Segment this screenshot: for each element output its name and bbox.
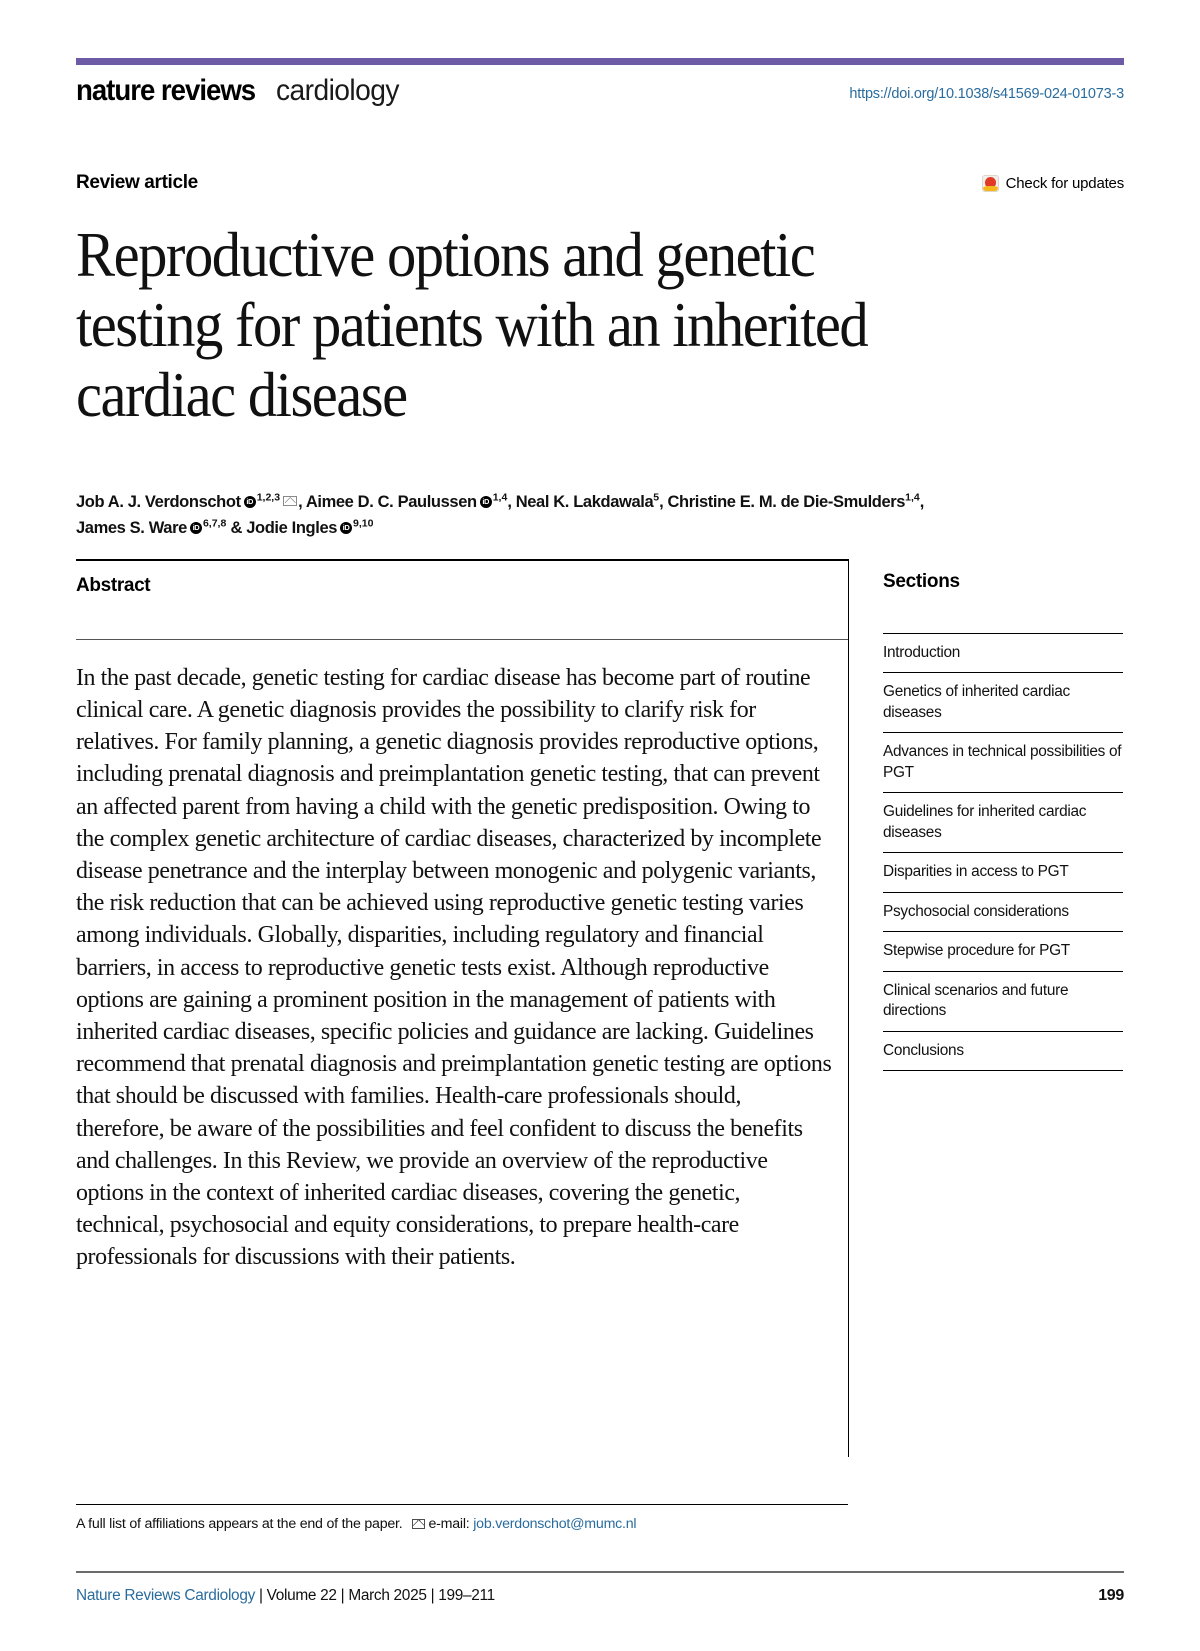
doi-link[interactable]: https://doi.org/10.1038/s41569-024-01073-3 bbox=[849, 86, 1124, 102]
envelope-icon[interactable] bbox=[283, 496, 297, 506]
section-link-advances[interactable]: Advances in technical possibilities of PGT bbox=[883, 732, 1123, 792]
orcid-icon[interactable] bbox=[340, 522, 352, 534]
affiliation-note-text: A full list of affiliations appears at the end of the paper. bbox=[76, 1516, 403, 1532]
author-affil-3: 5 bbox=[653, 491, 660, 504]
orcid-icon[interactable] bbox=[190, 522, 202, 534]
page-title: Reproductive options and genetic testing for patients with an inherited cardiac disease bbox=[76, 220, 868, 431]
sections-heading: Sections bbox=[883, 570, 960, 592]
check-for-updates-label: Check for updates bbox=[1005, 174, 1124, 192]
masthead-accent-rule bbox=[76, 58, 1124, 65]
author-affil-1: 1,2,3 bbox=[256, 491, 281, 504]
orcid-icon[interactable] bbox=[244, 496, 256, 508]
footer-citation bbox=[76, 1587, 495, 1605]
envelope-icon bbox=[412, 1519, 425, 1529]
author-sep-2: , Neal K. Lakdawala bbox=[507, 492, 654, 511]
section-link-guidelines[interactable]: Guidelines for inherited cardiac diseases bbox=[883, 792, 1123, 852]
section-link-disparities[interactable]: Disparities in access to PGT bbox=[883, 852, 1123, 891]
article-page bbox=[0, 58, 1200, 1651]
email-label: e-mail: bbox=[428, 1516, 470, 1532]
section-link-conclusions[interactable]: Conclusions bbox=[883, 1031, 1123, 1071]
author-name-5[interactable]: James S. Ware bbox=[76, 518, 187, 537]
author-name-1[interactable]: Job A. J. Verdonschot bbox=[76, 492, 241, 511]
section-link-stepwise[interactable]: Stepwise procedure for PGT bbox=[883, 931, 1123, 970]
page-footer bbox=[76, 1571, 1124, 1605]
abstract-top-rule bbox=[76, 559, 848, 561]
email-link[interactable]: job.verdonschot@mumc.nl bbox=[473, 1516, 637, 1532]
journal-logo-light: cardiology bbox=[275, 74, 399, 107]
masthead bbox=[76, 76, 1124, 106]
crossmark-icon bbox=[982, 175, 999, 192]
article-type-label: Review article bbox=[76, 172, 198, 193]
journal-logo bbox=[76, 76, 406, 106]
author-affil-6: 9,10 bbox=[353, 517, 374, 530]
journal-logo-bold: nature reviews bbox=[76, 74, 256, 107]
footer-row bbox=[76, 1587, 1124, 1605]
page-number: 199 bbox=[1098, 1586, 1124, 1604]
article-type-row bbox=[76, 172, 1124, 194]
section-link-introduction[interactable]: Introduction bbox=[883, 633, 1123, 672]
abstract-heading: Abstract bbox=[76, 574, 151, 596]
author-sep-4: , bbox=[919, 492, 924, 511]
orcid-icon[interactable] bbox=[480, 496, 492, 508]
footer-issue-meta: | Volume 22 | March 2025 | 199–211 bbox=[254, 1586, 495, 1604]
abstract-column bbox=[76, 559, 848, 1457]
section-link-genetics[interactable]: Genetics of inherited cardiac diseases bbox=[883, 672, 1123, 732]
article-body bbox=[76, 559, 1124, 1457]
abstract-divider-rule bbox=[76, 639, 848, 640]
section-link-psychosocial[interactable]: Psychosocial considerations bbox=[883, 892, 1123, 931]
author-sep-1: , Aimee D. C. Paulussen bbox=[298, 492, 477, 511]
sections-column bbox=[849, 559, 1124, 1457]
author-sep-3: , Christine E. M. de Die-Smulders bbox=[659, 492, 906, 511]
author-affil-4: 1,4 bbox=[905, 491, 920, 504]
author-affil-2: 1,4 bbox=[492, 491, 508, 504]
footer-rule bbox=[76, 1571, 1124, 1573]
affiliation-rule bbox=[76, 1504, 848, 1505]
section-link-clinical-scenarios[interactable]: Clinical scenarios and future directions bbox=[883, 971, 1123, 1031]
check-for-updates-button[interactable] bbox=[982, 175, 1124, 192]
abstract-text: In the past decade, genetic testing for cardiac disease has become part of routine clinical care. A genetic diagnosis provides the possibility to clarify risk for relatives. For family planning, a genetic diagnosis provides reproductive options, including prenatal diagnosis and preimplantation genetic testing, that can prevent an affected parent from having a child with the genetic predisposition. Owing to the complex genetic architecture of cardiac diseases, characterized by incomplete disease penetrance and the interplay between monogenic and polygenic variants, the risk reduction that can be achieved using reproductive genetic testing varies among individuals. Globally, disparities, including regulatory and financial barriers, in access to reproductive genetic tests exist. Although reproductive options are gaining a prominent position in the management of patients with inherited cardiac diseases, specific policies and guidance are lacking. Guidelines recommend that prenatal diagnosis and preimplantation genetic testing are options that should be discussed with families. Health-care professionals should, therefore, be aware of the possibilities and feel confident to discuss the benefits and challenges. In this Review, we provide an overview of the reproductive options in the context of inherited cardiac diseases, covering the genetic, technical, psychosocial and equity considerations, to prepare health-care professionals for discussions with their patients. bbox=[76, 663, 832, 1271]
affiliation-note bbox=[76, 1516, 848, 1532]
author-affil-5: 6,7,8 bbox=[202, 517, 227, 530]
author-sep-5: & Jodie Ingles bbox=[226, 518, 338, 537]
affiliation-note-block bbox=[76, 1504, 848, 1532]
sections-list bbox=[883, 633, 1124, 1071]
author-list bbox=[76, 489, 1124, 541]
footer-journal-name[interactable]: Nature Reviews Cardiology bbox=[76, 1586, 255, 1604]
